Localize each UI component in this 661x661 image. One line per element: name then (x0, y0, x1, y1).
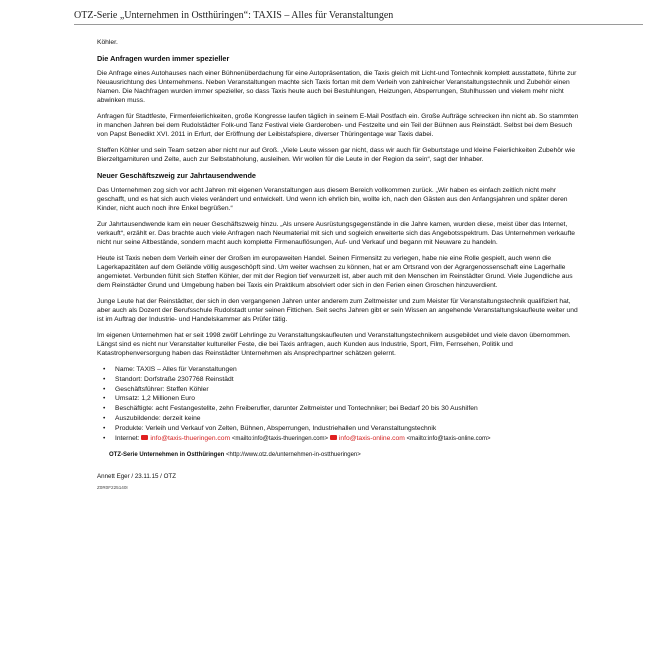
fact-item: • Geschäftsführer: Steffen Köhler (103, 385, 584, 395)
fact-item: • Umsatz: 1,2 Millionen Euro (103, 394, 584, 404)
fact-item: • Beschäftigte: acht Festangestellte, zehn Freiberufler, darunter Zeltmeister und Tontechniker; bei Bedarf 20 bis 30 Aushilfen (103, 404, 584, 414)
mailto-online[interactable]: <mailto:info@taxis-online.com> (406, 435, 491, 442)
document-code: Z0R0F225140I (97, 485, 128, 491)
paragraph-7: Junge Leute hat der Reinstädter, der sich in den vergangenen Jahren unter anderem zum Zeltmeister und zum Meister für Veranstaltungstechnik qualifiziert hat, aber auch als Dozent der Berufsschule Rudolstadt unter seinen Fittichen. Seit sechs Jahren gibt er sein Wissen an angehende Veranstaltungskaufleute weiter und ist im Auftrag der Industrie- und Handelskammer als Prüfer tätig. (97, 298, 578, 323)
header-divider (74, 24, 643, 25)
paragraph-6: Heute ist Taxis neben dem Verleih einer der Großen im europaweiten Handel. Seinen Firmensitz zu verlegen, habe nie eine Rolle gespielt, auch wenn die Lagerkapazitäten auf dem Gelände völlig ausgeschöpft sind. Um weiter wachsen zu können, hat er am Ortsrand von der Agrargenossenschaft eine Lagerhalle angemietet. Verbunden fühlt sich Steffen Köhler, der mit der Region tief verwurzelt ist, aber auch mit den Menschen im Reinstädter Grund. Viele Jugendliche aus dem Reinstädter Grund und Umgebung haben bei Taxis ein Praktikum absolviert oder sich in den Ferien einen Groschen hinzuverdient. (97, 255, 573, 289)
intro-word: Köhler. (97, 39, 118, 46)
email-link-thueringen[interactable]: info@taxis-thueringen.com (150, 434, 231, 442)
author-line: Annett Eger / 23.11.15 / OTZ (97, 473, 176, 481)
page-header-title: OTZ-Serie „Unternehmen in Ostthüringen“: TAXIS – Alles für Veranstaltungen (74, 10, 394, 21)
fact-item: • Auszubildende: derzeit keine (103, 414, 584, 424)
mailto-thueringen[interactable]: <mailto:info@taxis-thueringen.com> (231, 435, 329, 442)
paragraph-3: Steffen Köhler und sein Team setzen aber nicht nur auf Groß. „Viele Leute wissen gar nicht, dass wir auch für Geburtstage und kleine Feierlichkeiten Zubehör wie Bierzeltgarnituren und Zelte, auch zur Selbstabholung, ausleihen. Wir wollen für die Leute in der Region da sein“, sagt der Inhaber. (97, 147, 576, 163)
email-icon (330, 435, 337, 440)
paragraph-1: Die Anfrage eines Autohauses nach einer Bühnenüberdachung für eine Autopräsentation, die Taxis gleich mit Licht-und Tontechnik komplett ausstattete, führte zur Neuausrichtung des Unternehmens. Neben Veranstaltungen machte sich Taxis fortan mit dem Verleih von zahlreicher Veranstaltungstechnik und Zubehör einen Namen. Die Nachfragen wurden immer spezieller, so dass Taxis heute auch bei Bestuhlungen, Heizungen, Absperrungen, Stuhlhussen und vielem mehr nicht abwinken muss. (97, 70, 577, 104)
paragraph-4: Das Unternehmen zog sich vor acht Jahren mit eigenen Veranstaltungen aus diesem Bereich vollkommen zurück. „Wir haben es einfach zeitlich nicht mehr geschafft, und es hat sich auch vieles verändert und entwickelt. Und wenn ich ehrlich bin, wollte ich, nach den Gästen aus den Anfangsjahren und später deren Kinder, nicht auch noch ihre Enkel begrüßen.“ (97, 187, 568, 212)
paragraph-5: Zur Jahrtausendwende kam ein neuer Geschäftszweig hinzu. „Als unsere Ausrüstungsgegenstände in die Jahre kamen, wurden diese, meist über das Internet, verkauft“, erzählt er. Das brachte auch viele Anfragen nach Neumaterial mit sich und sogleich erweiterte sich das Angebotsspektrum. Das Unternehmen verkaufte nicht nur seine Altbestände, sondern macht auch komplette Firmenauflösungen, Auf- und Verkauf und begann mit Neuware zu handeln. (97, 221, 576, 246)
series-name: OTZ-Serie Unternehmen in Ostthüringen (109, 452, 225, 459)
email-link-online[interactable]: info@taxis-online.com (338, 434, 405, 442)
paragraph-2: Anfragen für Stadtfeste, Firmenfeierlichkeiten, große Kongresse laufen täglich in seinem E-Mail Postfach ein. Große Aufträge schrecken ihn nicht ab. So stammten in manchen Jahren bei dem Rudolstädter Folk-und Tanz Festival viele Garderoben- und Festzelte und ein Teil der Bühnen aus Reinstädt. Selbst bei dem Besuch von Papst Benedikt XVI. 2011 in Erfurt, der Eröffnung der Leibistafspiere, diverser Thüringentage war Taxis dabei. (97, 113, 579, 138)
fact-item: • Standort: Dorfstraße 2307768 Reinstädt (103, 375, 584, 385)
company-facts-list (97, 365, 584, 444)
heading-requests: Die Anfragen wurden immer spezieller (97, 54, 230, 63)
fact-item: • Produkte: Verleih und Verkauf von Zelten, Bühnen, Absperrungen, Industriehallen und Veranstaltungstechnik (103, 424, 584, 434)
paragraph-8: Im eigenen Unternehmen hat er seit 1998 zwölf Lehrlinge zu Veranstaltungskaufleuten und Veranstaltungstechnikern ausgebildet und viele davon übernommen. Längst sind es nicht nur Veranstalter kultureller Feste, die bei Taxis anfragen, auch Kunden aus Industrie, Sport, Film, Fernsehen, Politik und Katastrophenversorgung haben das Reinstädter Unternehmen als Ansprechpartner schätzen gelernt. (97, 332, 571, 357)
fact-item-internet (103, 434, 584, 445)
article-body (97, 38, 584, 492)
heading-new-branch: Neuer Geschäftszweig zur Jahrtausendwende (97, 171, 256, 180)
series-url[interactable]: <http://www.otz.de/unternehmen-in-ostthueringen> (226, 452, 361, 459)
email-icon (141, 435, 148, 440)
series-source (109, 451, 584, 460)
internet-label: Internet: (115, 434, 140, 442)
fact-item: • Name: TAXIS – Alles für Veranstaltungen (103, 365, 584, 375)
